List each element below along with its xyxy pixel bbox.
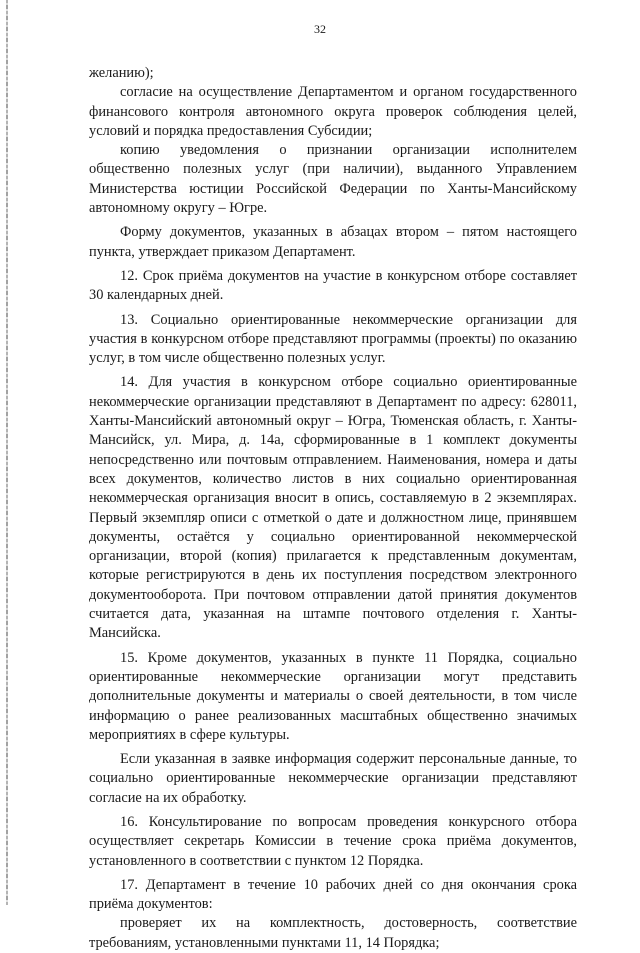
paragraph-consent-inspections: согласие на осуществление Департаментом и органом государственного финансового контроля автономного округа проверок соблюдения целей, условий и порядка предоставления Субсидии;	[89, 84, 577, 139]
paragraph-item-16: 16. Консультирование по вопросам проведения конкурсного отбора осуществляет секретарь Комиссии в течение срока приёма документов, установленного в соответствии с пунктом 12 Порядка.	[89, 813, 577, 869]
paragraph-item-14: 14. Для участия в конкурсном отборе социально ориентированные некоммерческие организации представляют в Департамент по адресу: 628011, Ханты-Мансийский автономный округ – Югра, Тюменская область, г. Ханты-Мансийск, ул. Мира, д. 14а, сформированные в 1 комплект документы непосредственно или почтовым отправлением. Наименования, номера и даты всех документов, количество листов в них социально ориентированная некоммерческая организация вносит в опись, составляемую в 2 экземплярах. Первый экземпляр описи с отметкой о дате и должностном лице, принявшем документы, остаётся у социально ориентированной некоммерческой организации, второй (копия) прилагается к представленным документам, которые регистрируются в день их поступления посредством электронного документооборота. При почтовом отправлении датой принятия документов считается дата, указанная на штампе почтового отделения г. Ханты-Мансийска.	[89, 374, 577, 642]
paragraph-continuation: желанию);	[89, 65, 154, 81]
page-number: 32	[314, 22, 326, 36]
document-body	[89, 64, 577, 953]
scan-binding-edge	[6, 0, 8, 905]
paragraph-item-15: 15. Кроме документов, указанных в пункте 11 Порядка, социально ориентированные некоммерческие организации могут представить дополнительные документы и материалы о своей деятельности, в том числе информацию о ранее реализованных масштабных общественно значимых мероприятиях в сфере культуры.	[89, 649, 577, 743]
paragraph-personal-data: Если указанная в заявке информация содержит персональные данные, то социально ориентированные некоммерческие организации представляют согласие на их обработку.	[89, 751, 577, 806]
paragraph-item-12: 12. Срок приёма документов на участие в конкурсном отборе составляет 30 календарных дней.	[89, 267, 577, 304]
paragraph-item-17: 17. Департамент в течение 10 рабочих дней со дня окончания срока приёма документов:	[89, 876, 577, 913]
paragraph-check-completeness: проверяет их на комплектность, достоверность, соответствие требованиям, установленными пунктами 11, 14 Порядка;	[89, 915, 577, 951]
paragraph-item-13: 13. Социально ориентированные некоммерческие организации для участия в конкурсном отборе представляют программы (проекты) по оказанию услуг, в том числе общественно полезных услуг.	[89, 311, 577, 367]
paragraph-notification-copy: копию уведомления о признании организации исполнителем общественно полезных услуг (при наличии), выданного Управлением Министерства юстиции Российской Федерации по Ханты-Мансийскому автономному округу – Югре.	[89, 142, 577, 217]
paragraph-document-form: Форму документов, указанных в абзацах втором – пятом настоящего пункта, утверждает приказом Департамент.	[89, 224, 577, 260]
